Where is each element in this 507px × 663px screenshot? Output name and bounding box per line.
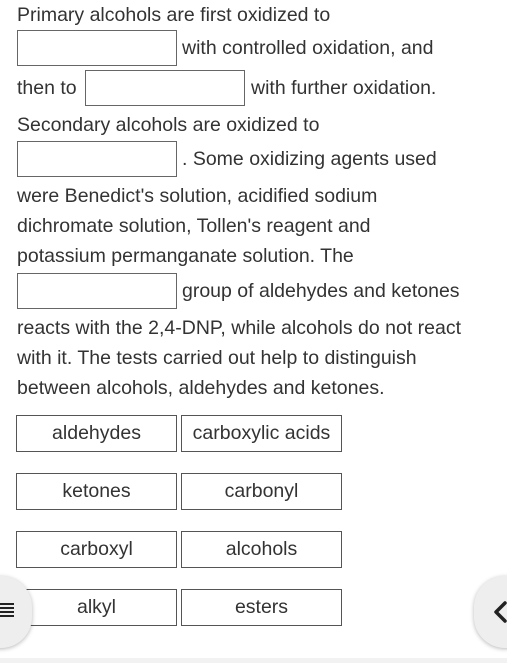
- answer-blank-2[interactable]: [85, 70, 245, 106]
- passage-line-6: were Benedict's solution, acidified sodium: [17, 185, 378, 207]
- word-chip-aldehydes[interactable]: aldehydes: [16, 415, 177, 452]
- passage-line-1: Primary alcohols are first oxidized to: [17, 4, 331, 26]
- passage-line-3-start: then to: [17, 77, 77, 99]
- passage-line-11: with it. The tests carried out help to distinguish: [17, 347, 417, 369]
- word-chip-carboxyl[interactable]: carboxyl: [16, 531, 177, 568]
- answer-blank-3[interactable]: [17, 141, 177, 177]
- answer-blank-1[interactable]: [17, 30, 177, 66]
- bottom-edge-bar: [0, 658, 507, 663]
- passage-line-7: dichromate solution, Tollen's reagent and: [17, 215, 371, 237]
- passage-line-5: . Some oxidizing agents used: [182, 148, 437, 170]
- passage-line-8: potassium permanganate solution. The: [17, 245, 354, 267]
- passage-line-3-end: with further oxidation.: [251, 77, 437, 99]
- menu-icon: [0, 603, 14, 621]
- word-chip-ketones[interactable]: ketones: [16, 473, 177, 510]
- passage-line-10: reacts with the 2,4-DNP, while alcohols do not react: [17, 317, 462, 339]
- collapse-panel-button[interactable]: [474, 576, 507, 648]
- word-chip-esters[interactable]: esters: [181, 589, 342, 626]
- word-chip-alkyl[interactable]: alkyl: [16, 589, 177, 626]
- passage-line-12: between alcohols, aldehydes and ketones.: [17, 377, 385, 399]
- passage-line-4: Secondary alcohols are oxidized to: [17, 114, 320, 136]
- word-chip-carboxylic-acids[interactable]: carboxylic acids: [181, 415, 342, 452]
- word-chip-carbonyl[interactable]: carbonyl: [181, 473, 342, 510]
- answer-blank-4[interactable]: [17, 273, 177, 309]
- word-chip-alcohols[interactable]: alcohols: [181, 531, 342, 568]
- passage-line-9: group of aldehydes and ketones: [182, 280, 460, 302]
- chevron-left-icon: [492, 600, 507, 624]
- passage-line-2: with controlled oxidation, and: [182, 37, 434, 59]
- menu-toggle-button[interactable]: [0, 576, 32, 648]
